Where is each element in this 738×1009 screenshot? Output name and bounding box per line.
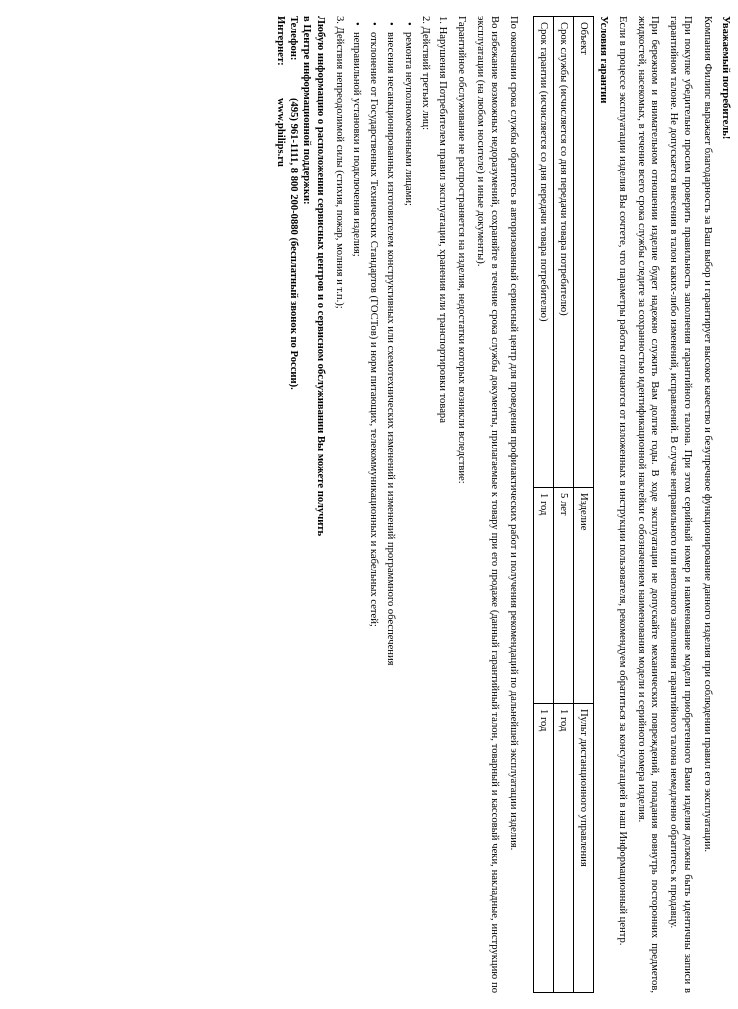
warranty-table [533,16,595,993]
section-title: Условия гарантии [597,16,609,104]
exclusion-item: 2. Действий третьих лиц: [419,16,431,131]
table-header-row [574,17,594,993]
contact-line: в Центре информационной поддержки: [301,16,313,205]
table-header-cell: Пульт дистанционного управления [574,704,594,993]
exclusion-bullet-text: отклонение от Государственных Технических Стандартов (ГОСТов) и норм питающих, телекоммуникационных и кабельных сетей; [368,32,380,627]
table-cell: 1 год [533,488,553,704]
params-paragraph: Если в процессе эксплуатации изделия Вы сочтете, что параметры работы отличаются от изложенных в инструкции пользователя, рекомендуем обратиться за консультацией в наш Информационный центр. [616,16,628,946]
table-cell: 1 год [553,704,573,993]
documents-note: Во избежание возможных недоразумений, сохраняйте в течение срока службы документы, прилагаемые к товару при его продаже (данный гарантийный талон, товарный и кассовый чеки, накладные, инструкцию по эксплуатации (на любом носителе) и иные документы). [475,16,500,993]
table-row [553,17,573,993]
internet-label: Интернет: [274,16,286,66]
bullet-icon: • [350,22,362,26]
care-paragraph: При бережном и внимательном отношении изделие будет надежно служить Вам долгие годы. В ходе эксплуатации не допускайте механических повреждений, попадания вовнутрь посторонних предметов, жидкостей, насекомых, в течение всего срока службы следите за сохранностью идентификационной наклейки с обозначением наименования модели и серийного номера изделия. [635,16,661,993]
exclusion-bullet-text: ремонта неуполномоченными лицами; [402,32,414,206]
intro-paragraph: Компания Филипс выражает благодарность за Ваш выбор и гарантирует высокое качество и безупречное функционирование данного изделия при соблюдении правил его эксплуатации. [701,16,713,853]
exclusion-bullet [350,22,363,993]
table-row [533,17,553,993]
contact-block [274,16,327,993]
contact-line: Любую информацию о расположении сервисных центров и о сервисном обслуживании Вы можете получить [314,16,326,537]
exclusions-intro: Гарантийное обслуживание не распространяется на изделия, недостатки которых возникли вследствие: [456,16,468,484]
check-paragraph: При покупке убедительно просим проверить правильность заполнения гарантийного талона. При этом серийный номер и наименование модели приобретенного Вами изделия должны быть идентичны записи в гарантийном талоне. Не допускается внесения в талон каких-либо изменений, исправлений. В случае неправильного или неполного заполнения гарантийного талона немедленно обратитесь к продавцу. [668,16,693,993]
internet-row [274,16,287,993]
phone-label: Телефон: [288,16,300,61]
after-service-paragraph: По окончании срока службы обратитесь в авторизованный сервисный центр для проведения профилактических работ и получения рекомендаций по дальнейшей эксплуатации изделия. [507,16,519,851]
table-header-cell: Объект [574,17,594,488]
exclusion-item: 1. Нарушения Потребителем правил эксплуатации, хранения или транспортировки товара [436,16,448,423]
table-header-cell: Изделие [574,488,594,704]
table-cell: 5 лет [553,488,573,704]
greeting-heading: Уважаемый потребитель! [720,16,731,140]
exclusion-bullet [401,22,414,993]
table-cell: 1 год [533,704,553,993]
phone-value: (495) 961-1111, 8 800 200-0880 (бесплатный звонок по России). [288,98,300,390]
table-cell: Срок службы (исчисляется со дня передачи товара потребителю) [553,17,573,488]
exclusion-bullet [367,22,380,993]
exclusion-item: 3. Действия непреодолимой силы (стихия, пожар, молния и т.п.); [333,16,345,309]
bullet-icon: • [385,22,397,26]
bullet-icon: • [402,22,414,26]
exclusion-bullet-text: внесения несанкционированных изготовителем конструктивных или схемотехнических изменений и изменений программного обеспечения [385,32,397,666]
table-cell: Срок гарантии (исчисляется со дня передачи товара потребителю) [533,17,553,488]
exclusion-bullet-text: неправильной установки и подключения изделия; [350,32,362,257]
phone-row [287,16,300,993]
exclusion-bullet [384,22,397,993]
website-link[interactable]: www.philips.ru [274,98,286,167]
bullet-icon: • [368,22,380,26]
